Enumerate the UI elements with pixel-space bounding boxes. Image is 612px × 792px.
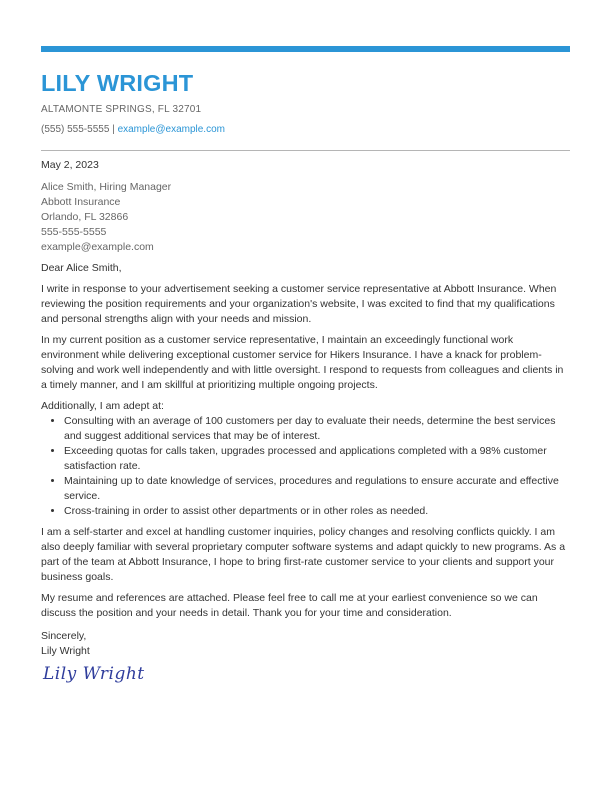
skills-list: [41, 414, 570, 519]
body-paragraph: I write in response to your advertisement seeking a customer service representative at Abbott Insurance. When reviewing the position requirements and your organization's website, I was excited to find that my qualifications and personal strengths align with your needs and mission.: [41, 283, 557, 325]
list-intro: Additionally, I am adept at:: [41, 400, 164, 412]
letter-body: [41, 261, 570, 659]
recipient-phone: 555-555-5555: [41, 226, 107, 238]
recipient-name-title: Alice Smith, Hiring Manager: [41, 181, 172, 193]
list-item: • Consulting with an average of 100 customers per day to evaluate their needs, determine the best services and suggest additional services that may be of interest.: [64, 414, 570, 444]
recipient-block: [41, 180, 171, 255]
salutation: Dear Alice Smith,: [41, 262, 122, 274]
body-paragraph: I am a self-starter and excel at handling customer inquiries, policy changes and resolving conflicts quickly. I am also deeply familiar with several proprietary computer software systems and adapt quickly to new programs. As a part of the team at Abbott Insurance, I hope to bring first-rate customer service to your clients and support your business goals.: [41, 526, 566, 583]
applicant-contact-line: [41, 124, 225, 135]
list-item: • Maintaining up to date knowledge of services, procedures and regulations to ensure accurate and effective service.: [64, 474, 570, 504]
list-item: • Exceeding quotas for calls taken, upgrades processed and applications completed with a 98% customer satisfaction rate.: [64, 444, 570, 474]
applicant-address: ALTAMONTE SPRINGS, FL 32701: [41, 104, 202, 115]
handwritten-signature: Lily Wright: [43, 664, 145, 684]
recipient-city-state: Orlando, FL 32866: [41, 211, 129, 223]
applicant-phone: (555) 555-5555: [41, 124, 110, 135]
recipient-email: example@example.com: [41, 241, 154, 253]
header-divider: [41, 150, 570, 151]
body-paragraph: My resume and references are attached. Please feel free to call me at your earliest convenience so we can discuss the position and your needs in detail. Thank you for your time and consideration.: [41, 592, 538, 619]
signer-name: Lily Wright: [41, 645, 90, 657]
list-item: • Cross-training in order to assist other departments or in other roles as needed.: [64, 504, 570, 519]
letter-date: May 2, 2023: [41, 159, 99, 171]
applicant-name: LILY WRIGHT: [41, 70, 194, 96]
contact-separator: |: [112, 124, 115, 135]
closing-block: [41, 629, 570, 659]
body-paragraph: In my current position as a customer service representative, I maintain an exceedingly functional work environment while delivering exceptional customer service for Hikers Insurance. I have a knack for problem-solving and work well independently and with little oversight. I respond to requests from colleagues and clients in a timely manner, and I am skillful at prioritizing multiple ongoing projects.: [41, 334, 564, 391]
applicant-email-link[interactable]: example@example.com: [117, 124, 225, 135]
recipient-company: Abbott Insurance: [41, 196, 121, 208]
header-accent-bar: [41, 46, 570, 52]
sign-off: Sincerely,: [41, 630, 87, 642]
